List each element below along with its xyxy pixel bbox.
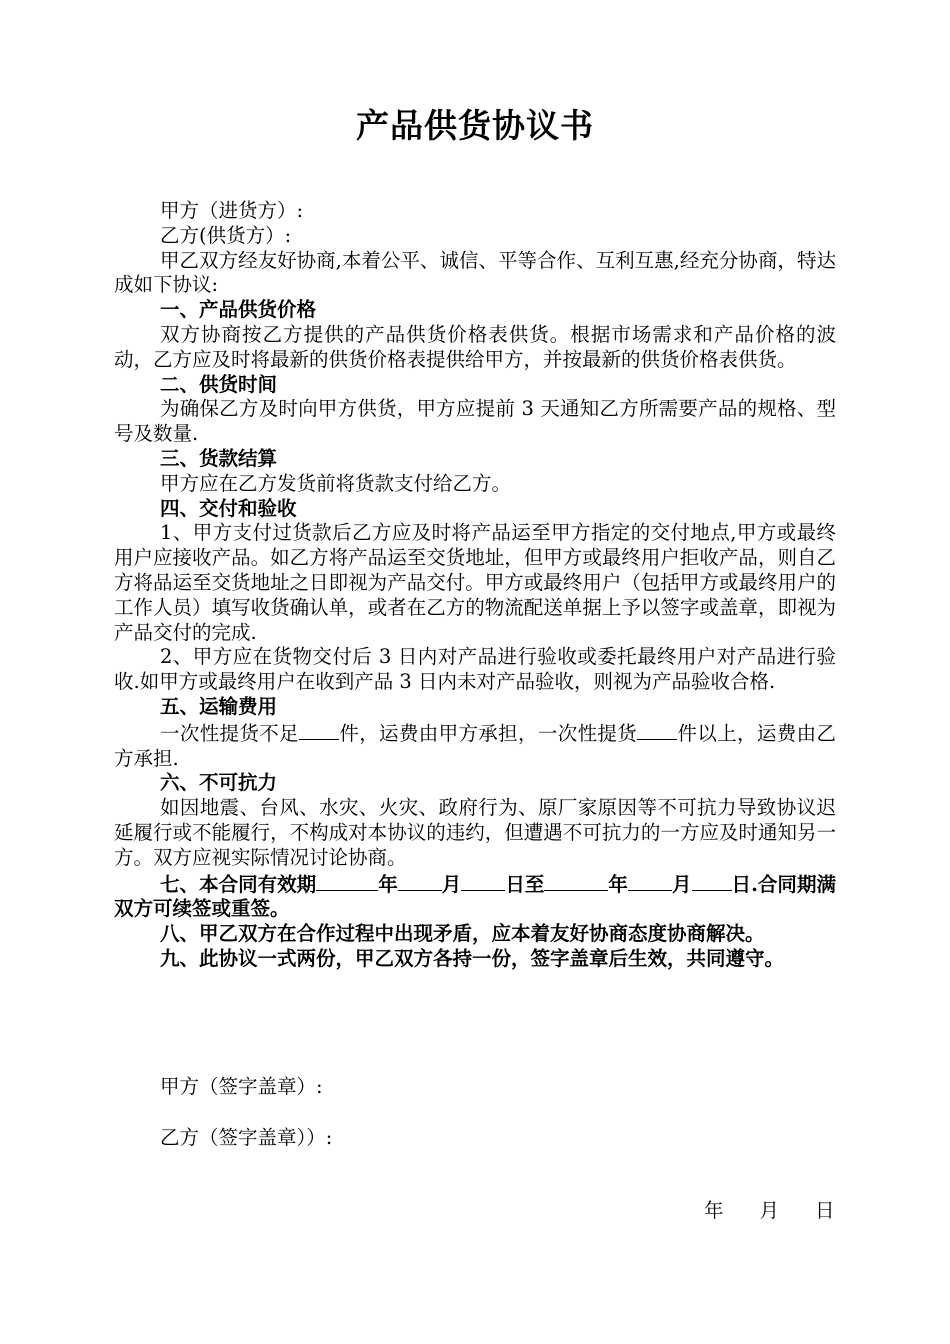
start-day-blank bbox=[461, 871, 505, 891]
section-1-heading: 一、产品供货价格 bbox=[160, 298, 317, 322]
section-6-heading: 六、不可抗力 bbox=[160, 771, 278, 795]
end-month-label: 月 bbox=[671, 872, 692, 896]
section-6-text: 如因地震、台风、水灾、火灾、政府行为、原厂家原因等不可抗力导致协议迟延履行或不能履行，不构成对本协议的违约，但遭遇不可抗力的一方应及时通知另一方。双方应视实际情况讨论协商。 bbox=[114, 796, 836, 869]
section-5-text-a: 一次性提货不足 bbox=[160, 721, 299, 745]
section-2-heading: 二、供货时间 bbox=[160, 372, 278, 396]
party-a-line: 甲方（进货方）: bbox=[160, 199, 304, 222]
start-day-label: 日至 bbox=[505, 872, 545, 896]
party-a-signature: 甲方（签字盖章）: bbox=[160, 1075, 323, 1098]
section-7-validity bbox=[114, 871, 836, 923]
date-year-label: 年 bbox=[704, 1199, 724, 1222]
end-year-label: 年 bbox=[608, 872, 628, 896]
date-day-label: 日 bbox=[815, 1199, 835, 1222]
section-2-text: 为确保乙方及时向甲方供货，甲方应提前 3 天通知乙方所需要产品的规格、型号及数量. bbox=[114, 397, 836, 446]
date-month-label: 月 bbox=[759, 1199, 780, 1222]
start-year-blank bbox=[316, 871, 378, 891]
quantity-blank-2 bbox=[637, 720, 677, 740]
section-4-item-2: 2、甲方应在货物交付后 3 日内对产品进行验收或委托最终用户对产品进行验收.如甲方或最终用户在收到产品 3 日内未对产品验收，则视为产品验收合格. bbox=[114, 645, 836, 694]
section-3-heading: 三、货款结算 bbox=[160, 446, 278, 470]
validity-label: 七、本合同有效期 bbox=[160, 872, 317, 896]
section-5-text-c: 件以上，运费由乙方承担. bbox=[114, 721, 836, 770]
section-4-heading: 四、交付和验收 bbox=[160, 496, 297, 520]
section-5-text bbox=[114, 720, 836, 772]
section-3-text: 甲方应在乙方发货前将货款支付给乙方。 bbox=[160, 471, 512, 495]
start-month-label: 月 bbox=[441, 872, 462, 896]
start-month-blank bbox=[398, 871, 442, 891]
section-1-text: 双方协商按乙方提供的产品供货价格表供货。根据市场需求和产品价格的波动，乙方应及时将最新的供货价格表提供给甲方，并按最新的供货价格表供货。 bbox=[114, 322, 836, 371]
section-5-text-b: 件，运费由甲方承担，一次性提货 bbox=[338, 721, 638, 745]
signing-date bbox=[704, 1195, 835, 1223]
party-b-line: 乙方(供货方）: bbox=[160, 223, 292, 247]
party-b-signature: 乙方（签字盖章））: bbox=[160, 1126, 333, 1149]
end-day-blank bbox=[692, 871, 732, 891]
end-year-blank bbox=[544, 871, 608, 891]
document-body bbox=[114, 199, 836, 972]
section-4-item-1: 1、甲方支付过货款后乙方应及时将产品运至甲方指定的交付地点,甲方或最终用户应接收产品。如乙方将产品运至交货地址，但甲方或最终用户拒收产品，则自乙方将品运至交货地址之日即视为产品交付。甲方或最终用户（包括甲方或最终用户的工作人员）填写收货确认单，或者在乙方的物流配送单据上予以签字或盖章，即视为产品交付的完成. bbox=[114, 521, 836, 644]
section-5-heading: 五、运输费用 bbox=[160, 694, 278, 718]
section-9-text: 九、此协议一式两份，甲乙双方各持一份，签字盖章后生效，共同遵守。 bbox=[160, 946, 785, 970]
end-month-blank bbox=[628, 871, 672, 891]
section-8-text: 八、甲乙双方在合作过程中出现矛盾，应本着友好协商态度协商解决。 bbox=[160, 922, 765, 946]
validity-tail: 日.合同期满双方可续签或重签。 bbox=[114, 872, 836, 921]
quantity-blank-1 bbox=[299, 720, 339, 740]
start-year-label: 年 bbox=[378, 872, 398, 896]
document-title: 产品供货协议书 bbox=[356, 106, 594, 145]
intro-paragraph: 甲乙双方经友好协商,本着公平、诚信、平等合作、互利互惠,经充分协商，特达成如下协议: bbox=[114, 248, 836, 297]
